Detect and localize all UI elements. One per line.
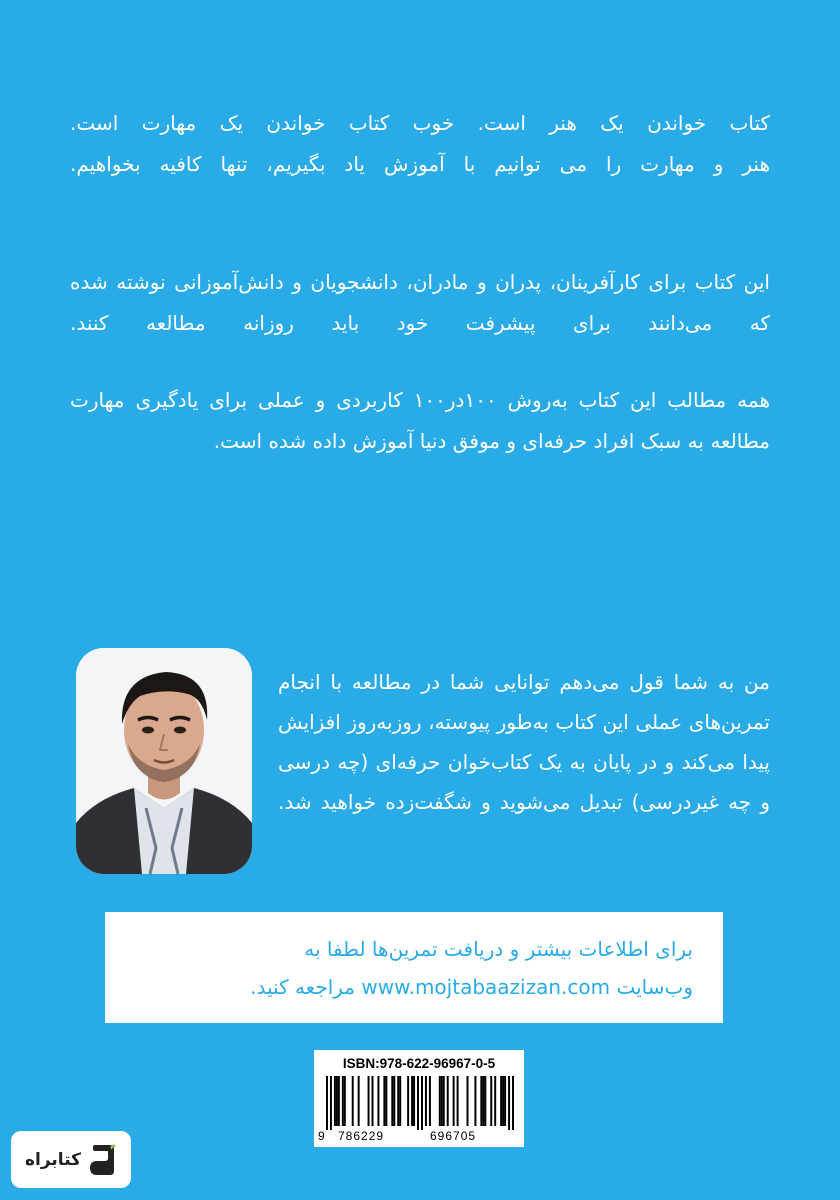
barcode-bar	[338, 1076, 340, 1126]
barcode-bar	[393, 1076, 395, 1126]
barcode-bar	[413, 1076, 415, 1126]
barcode-bar	[508, 1076, 510, 1130]
ketabrah-logo-text: کتابراه	[24, 1149, 82, 1170]
ketabrah-logo[interactable]	[11, 1131, 131, 1188]
barcode-bar	[447, 1076, 449, 1126]
barcode-bar	[399, 1076, 401, 1126]
barcode-bar	[417, 1076, 419, 1130]
barcode-bar	[342, 1076, 344, 1126]
barcode-bar	[368, 1076, 370, 1126]
barcode-bar	[377, 1076, 379, 1126]
barcode-bar	[484, 1076, 486, 1126]
barcode-bar	[383, 1076, 385, 1126]
barcode-bar	[336, 1076, 338, 1126]
promise-paragraph: من به شما قول می‌دهم توانایی شما در مطالعه با انجام تمرین‌های عملی این کتاب به‌طور پیوسته، روزبه‌روز افزایش پیدا می‌کند و در پایان به یک کتاب‌خوان حرفه‌ای (چه درسی و چه غیردرسی) تبدیل می‌شوید و شگفت‌زده خواهید شد.	[278, 670, 770, 814]
barcode-bar	[441, 1076, 443, 1126]
barcode-bar	[480, 1076, 482, 1126]
method-paragraph: همه مطالب این کتاب به‌روش ۱۰۰در۱۰۰ کاربردی و عملی برای یادگیری مهارت مطالعه به سبک افراد حرفه‌ای و موفق دنیا آموزش داده شده است.	[70, 388, 770, 453]
barcode-bar	[457, 1076, 459, 1126]
isbn-label: ISBN:978-622-96967-0-5	[342, 1056, 496, 1071]
barcode-bar	[467, 1076, 469, 1126]
ean-first-digit: 9	[318, 1129, 325, 1143]
ean-left-digits: 786229	[338, 1129, 385, 1143]
intro-line-1: کتاب خواندن یک هنر است. خوب کتاب خواندن یک مهارت است.	[70, 111, 770, 135]
barcode-bar	[397, 1076, 399, 1126]
barcode-bar	[453, 1076, 455, 1126]
intro-line-2: هنر و مهارت را می توانیم با آموزش یاد بگیریم، تنها کافیه بخواهیم.	[70, 152, 770, 176]
barcode-bar	[482, 1076, 484, 1126]
barcode-bar	[358, 1076, 360, 1126]
barcode-bar	[425, 1076, 427, 1126]
barcode-bar	[391, 1076, 393, 1126]
website-info-box	[105, 912, 723, 1023]
isbn-barcode	[314, 1050, 524, 1147]
barcode-bars	[326, 1076, 514, 1130]
audience-paragraph: این کتاب برای کارآفرینان، پدران و مادران، دانشجویان و دانش‌آموزانی نوشته شده که می‌دانند برای پیشرفت خود باید روزانه مطالعه کنند.	[70, 270, 770, 335]
info-line-1: برای اطلاعات بیشتر و دریافت تمرین‌ها لطفا به	[304, 937, 693, 961]
ketabrah-logo-icon	[87, 1143, 117, 1177]
author-photo	[76, 648, 252, 874]
barcode-bar	[490, 1076, 492, 1126]
barcode-bar	[326, 1076, 328, 1130]
intro-paragraph	[70, 103, 770, 185]
barcode-bar	[372, 1076, 374, 1126]
barcode-bar	[474, 1076, 476, 1126]
barcode-bar	[512, 1076, 514, 1130]
barcode-bar	[352, 1076, 354, 1126]
info-line-2: وب‌سایت www.mojtabaazizan.com مراجعه کنید.	[250, 975, 693, 999]
barcode-bar	[344, 1076, 346, 1126]
barcode-bar	[504, 1076, 506, 1126]
barcode-bar	[439, 1076, 441, 1126]
barcode-bar	[385, 1076, 387, 1126]
barcode-bar	[429, 1076, 431, 1126]
barcode-bar	[407, 1076, 409, 1126]
barcode-bar	[411, 1076, 413, 1126]
barcode-bar	[330, 1076, 332, 1130]
barcode-bar	[494, 1076, 496, 1126]
barcode-bar	[500, 1076, 502, 1126]
ean-right-digits: 696705	[430, 1129, 477, 1143]
barcode-bar	[334, 1076, 336, 1126]
barcode-bar	[502, 1076, 504, 1126]
barcode-bar	[443, 1076, 445, 1126]
barcode-bar	[421, 1076, 423, 1130]
author-portrait-image	[76, 648, 252, 874]
